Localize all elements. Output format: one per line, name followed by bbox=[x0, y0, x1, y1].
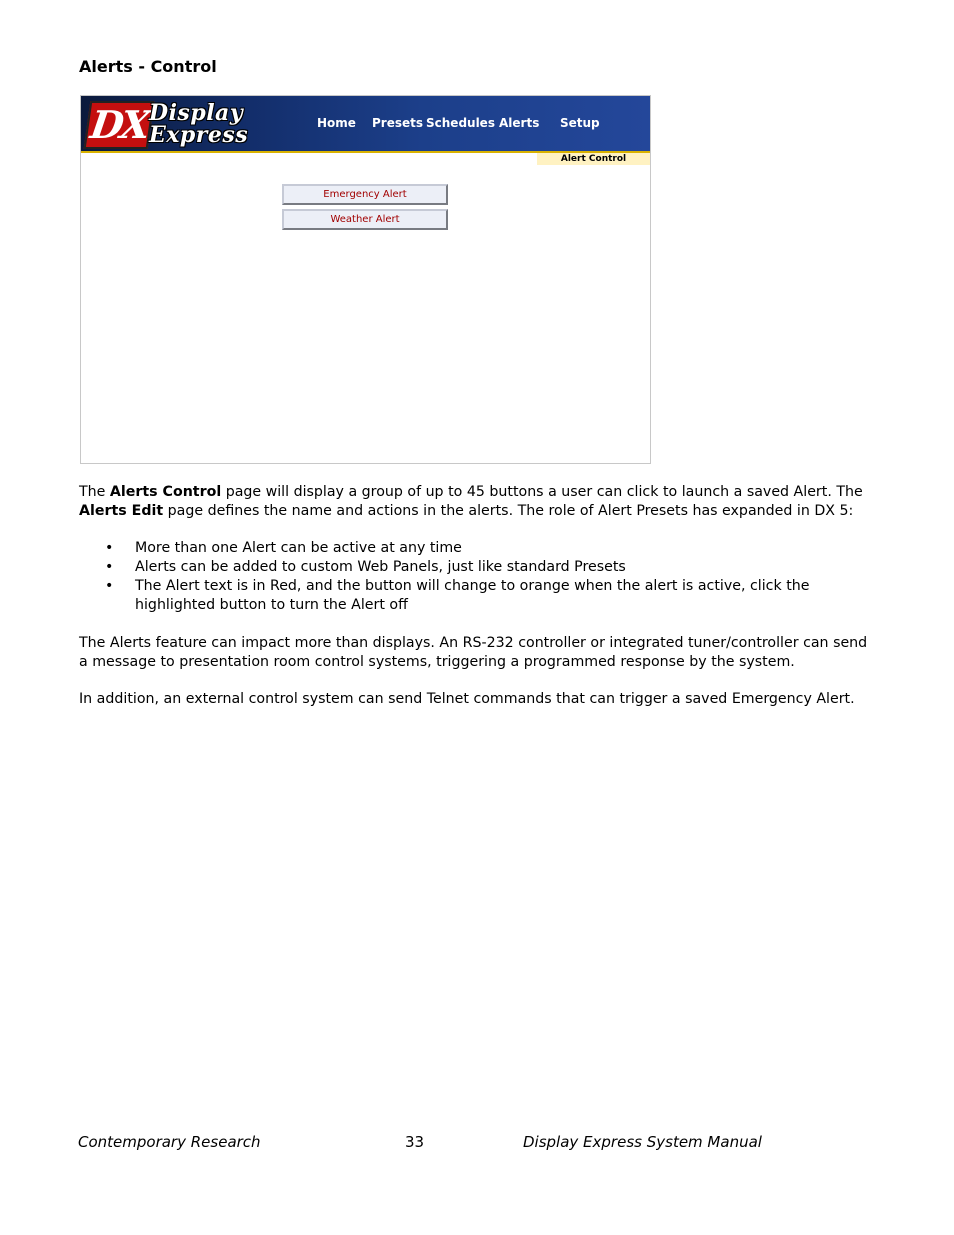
list-item bbox=[79, 558, 879, 577]
list-item-text: The Alert text is in Red, and the button will change to orange when the alert is active, click the highlighted button to turn the Alert off bbox=[135, 578, 810, 613]
intro-paragraph bbox=[79, 483, 879, 521]
intro-bold-alerts-edit: Alerts Edit bbox=[79, 503, 164, 519]
nav-presets[interactable]: Presets bbox=[372, 116, 424, 130]
list-item-text: More than one Alert can be active at any time bbox=[135, 540, 462, 556]
bullet-icon: • bbox=[105, 540, 114, 556]
intro-text-3: page defines the name and actions in the alerts. The role of Alert Presets has expanded in DX 5: bbox=[163, 503, 854, 519]
footer-page-number: 33 bbox=[405, 1133, 425, 1151]
weather-alert-button[interactable]: Weather Alert bbox=[282, 209, 448, 230]
telnet-paragraph: In addition, an external control system can send Telnet commands that can trigger a saved Emergency Alert. bbox=[79, 691, 855, 707]
emergency-alert-button[interactable]: Emergency Alert bbox=[282, 184, 448, 205]
nav-home[interactable]: Home bbox=[317, 116, 356, 130]
footer-manual-title: Display Express System Manual bbox=[523, 1133, 762, 1151]
list-item bbox=[79, 539, 879, 558]
nav-alerts[interactable]: Alerts bbox=[499, 116, 540, 130]
feature-list bbox=[79, 539, 879, 615]
bullet-icon: • bbox=[105, 578, 114, 594]
list-item-text: Alerts can be added to custom Web Panels, just like standard Presets bbox=[135, 559, 626, 575]
display-express-logo bbox=[87, 99, 297, 149]
intro-text-1: The bbox=[79, 484, 110, 500]
intro-text-2: page will display a group of up to 45 buttons a user can click to launch a saved Alert. The bbox=[221, 484, 863, 500]
rs232-paragraph: The Alerts feature can impact more than displays. An RS-232 controller or integrated tuner/controller can send a message to presentation room control systems, triggering a programmed response by the system. bbox=[79, 635, 868, 670]
tab-alert-control[interactable]: Alert Control bbox=[537, 153, 650, 165]
nav-setup[interactable]: Setup bbox=[560, 116, 600, 130]
nav-schedules[interactable]: Schedules bbox=[426, 116, 495, 130]
logo-dx-mark: DX bbox=[84, 101, 155, 149]
app-screenshot bbox=[80, 95, 651, 464]
intro-bold-alerts-control: Alerts Control bbox=[109, 484, 222, 500]
app-banner bbox=[81, 96, 650, 153]
bullet-icon: • bbox=[105, 559, 114, 575]
list-item bbox=[79, 577, 879, 615]
logo-word-display: Display bbox=[149, 100, 244, 126]
section-title: Alerts - Control bbox=[79, 57, 217, 76]
footer-company: Contemporary Research bbox=[78, 1133, 261, 1151]
logo-word-express: Express bbox=[149, 122, 249, 148]
